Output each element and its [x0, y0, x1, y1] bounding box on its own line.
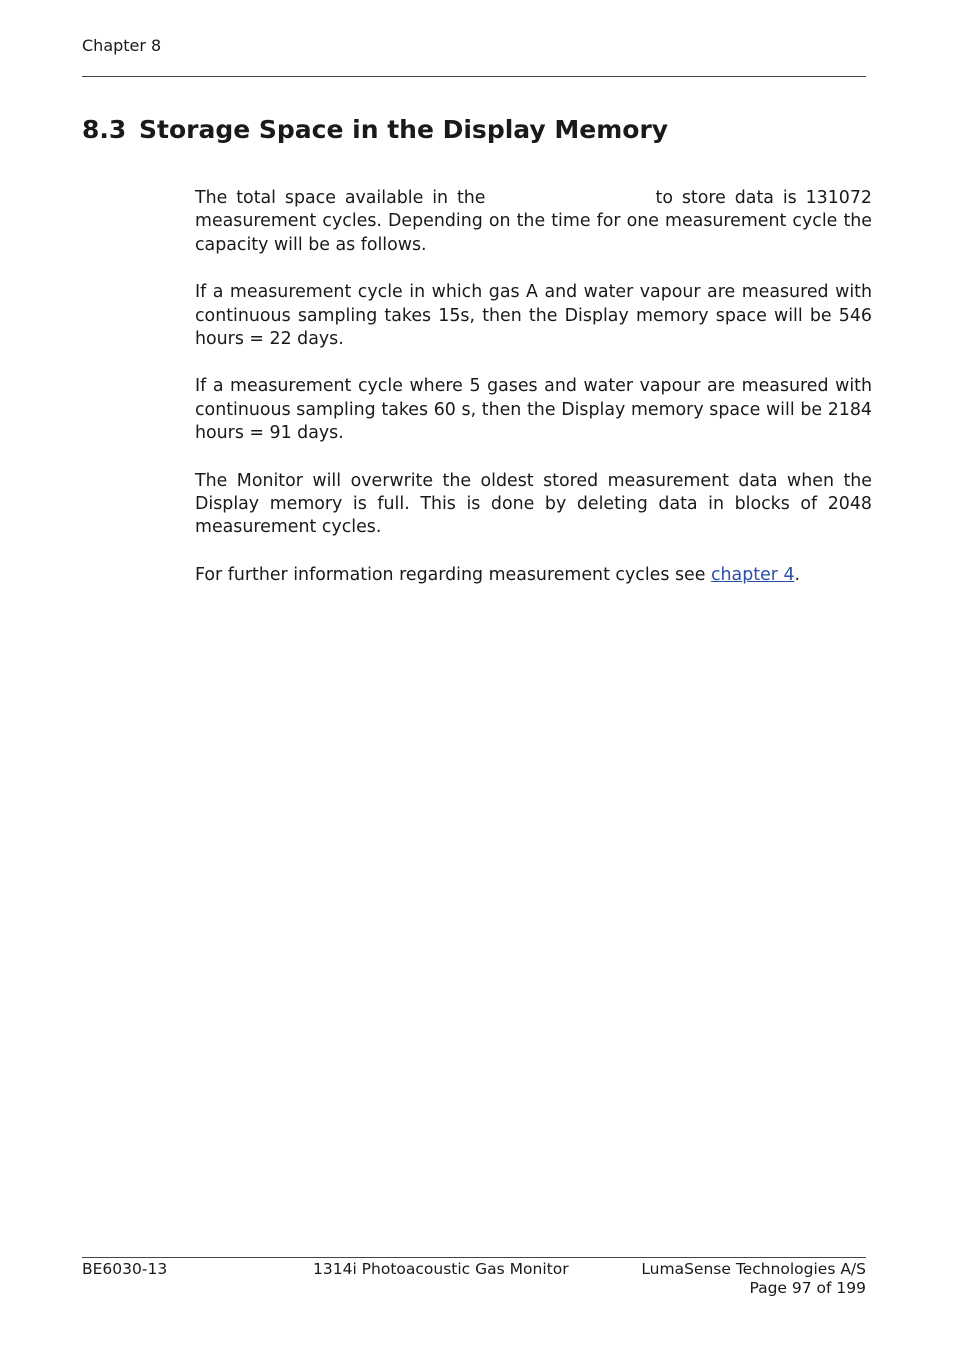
- paragraph-further-info: [195, 564, 872, 587]
- chapter-label: Chapter 8: [82, 36, 162, 55]
- footer-product: 1314i Photoacoustic Gas Monitor: [313, 1260, 569, 1278]
- footer-page-number: Page 97 of 199: [749, 1279, 866, 1297]
- paragraph-storage-total-start: The total space available in the: [195, 188, 486, 208]
- page-header: [82, 36, 866, 56]
- paragraph-storage-total-end: to store data is 131072 measurement cycles. Depending on the time for one measurement cycle the capacity will be as follows.: [195, 188, 873, 255]
- section-number: 8.3: [82, 115, 127, 144]
- paragraph-gas-a-example: If a measurement cycle in which gas A and water vapour are measured with continuous sampling takes 15s, then the Display memory space will be 546 hours = 22 days.: [195, 282, 872, 350]
- chapter-4-link[interactable]: chapter 4: [710, 564, 795, 585]
- footer-company: LumaSense Technologies A/S: [641, 1260, 866, 1278]
- paragraph-five-gases-example: If a measurement cycle where 5 gases and water vapour are measured with continuous sampling takes 60 s, then the Display memory space will be 2184 hours = 91 days.: [195, 376, 872, 444]
- paragraph-overwrite: The Monitor will overwrite the oldest stored measurement data when the Display memory is full. This is done by deleting data in blocks of 2048 measurement cycles.: [195, 470, 872, 538]
- header-rule: [82, 76, 866, 77]
- section-title: Storage Space in the Display Memory: [139, 115, 669, 144]
- footer-doc-code: BE6030-13: [82, 1260, 168, 1278]
- further-info-text: For further information regarding measurement cycles see: [195, 564, 706, 585]
- section-heading: [82, 114, 668, 146]
- body-text: [195, 187, 872, 611]
- footer-rule: [82, 1257, 866, 1258]
- paragraph-storage-total: [195, 187, 872, 257]
- footer-right: [641, 1260, 866, 1298]
- further-info-end: .: [794, 564, 801, 585]
